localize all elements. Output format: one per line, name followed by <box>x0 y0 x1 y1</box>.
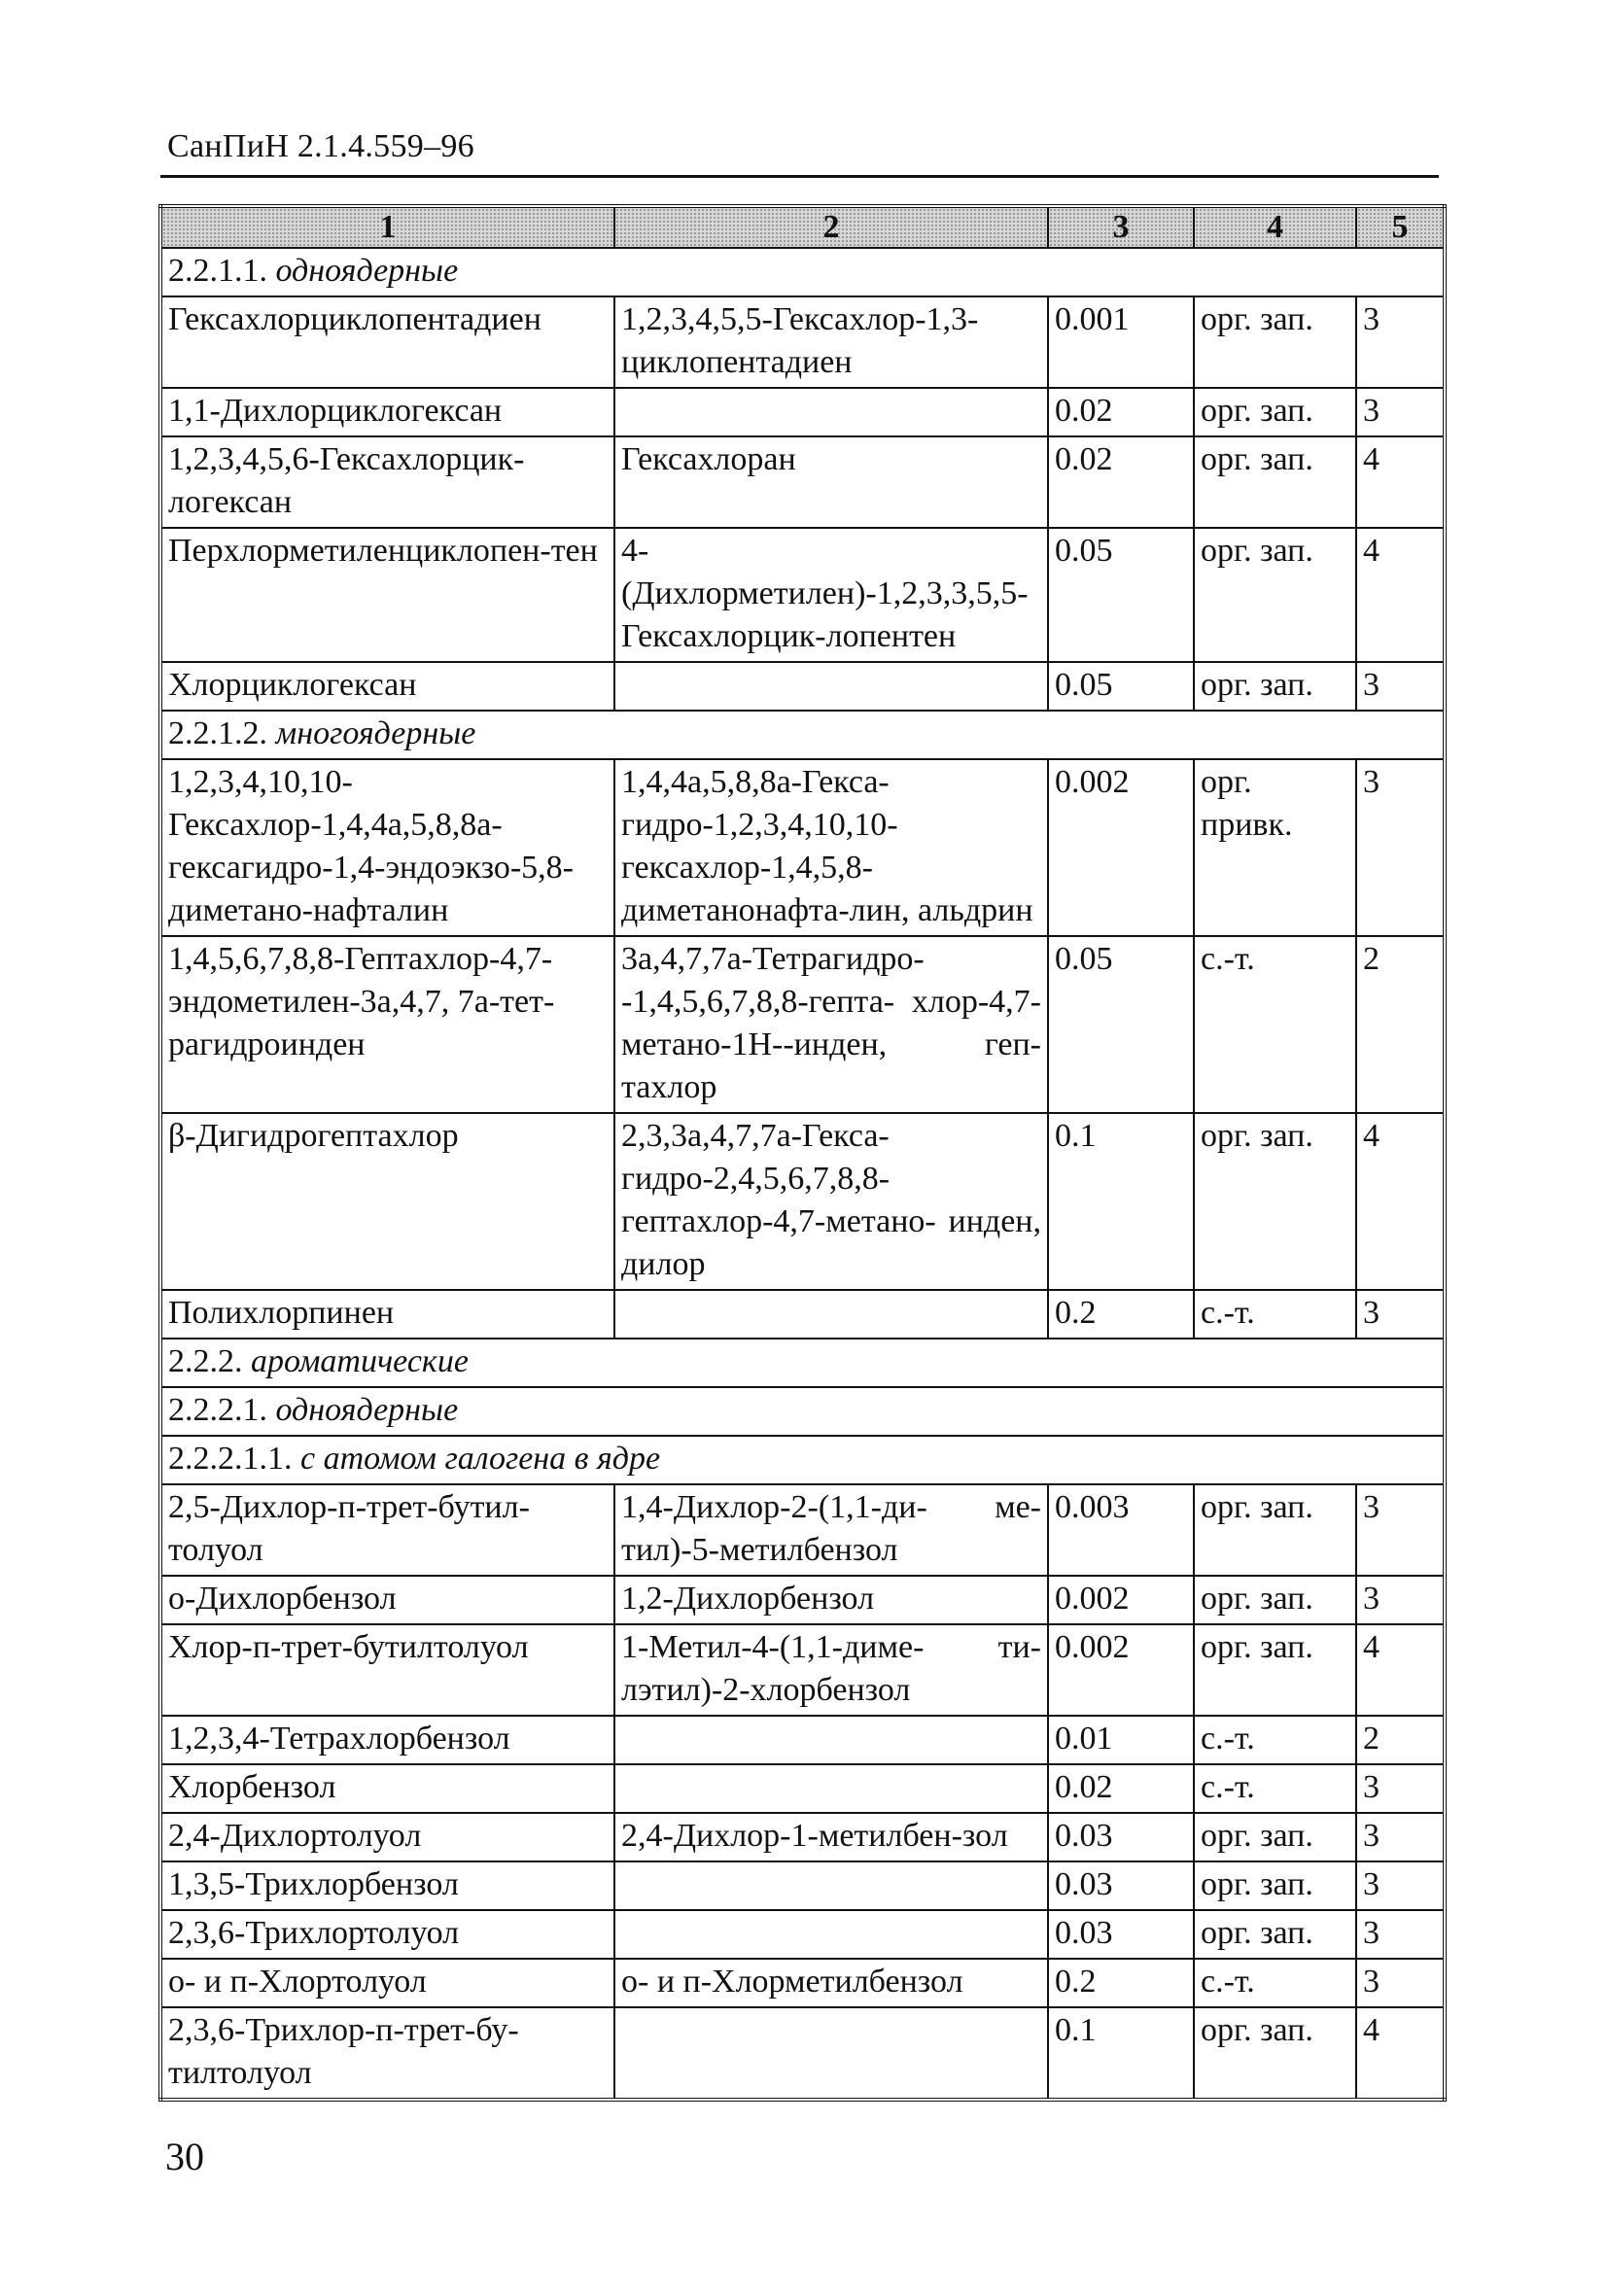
hazard-class-cell: 3 <box>1356 759 1445 936</box>
section-row <box>160 1436 1445 1484</box>
substance-name-cell: Хлорбензол <box>160 1764 614 1813</box>
document-header: СанПиН 2.1.4.559–96 <box>167 128 474 164</box>
section-heading <box>160 1387 1445 1436</box>
substance-name-cell: о- и п-Хлортолуол <box>160 1959 614 2007</box>
substances-table <box>158 204 1447 2102</box>
harm-indicator-cell: с.-т. <box>1194 936 1356 1113</box>
concentration-value-cell: 0.003 <box>1048 1484 1194 1576</box>
hazard-class-cell: 2 <box>1356 1716 1445 1764</box>
section-heading <box>160 248 1445 296</box>
table-row <box>160 1813 1445 1861</box>
hazard-class-cell: 2 <box>1356 936 1445 1113</box>
substance-name-cell: 1,2,3,4-Тетрахлорбензол <box>160 1716 614 1764</box>
concentration-value-cell: 0.2 <box>1048 1959 1194 2007</box>
harm-indicator-cell: орг. зап. <box>1194 528 1356 662</box>
table-row <box>160 662 1445 711</box>
section-number: 2.2.1.1. <box>168 253 267 289</box>
substance-name-cell: Хлорциклогексан <box>160 662 614 711</box>
concentration-value-cell: 0.05 <box>1048 528 1194 662</box>
table-row <box>160 296 1445 388</box>
harm-indicator-cell: орг. зап. <box>1194 436 1356 528</box>
section-number: 2.2.2.1.1. <box>168 1441 293 1477</box>
harm-indicator-cell: орг. зап. <box>1194 1813 1356 1861</box>
hazard-class-cell: 3 <box>1356 1861 1445 1910</box>
harm-indicator-cell: с.-т. <box>1194 1959 1356 2007</box>
concentration-value-cell: 0.002 <box>1048 1576 1194 1624</box>
concentration-value-cell: 0.03 <box>1048 1910 1194 1959</box>
section-label: с атомом галогена в ядре <box>300 1441 661 1477</box>
substance-name-cell: 2,5-Дихлор-п-трет-бутил-толуол <box>160 1484 614 1576</box>
table-row <box>160 1624 1445 1716</box>
section-number: 2.2.2.1. <box>168 1392 267 1428</box>
section-number: 2.2.2. <box>168 1343 243 1379</box>
chemical-synonym-cell: 4-(Дихлорметилен)-1,2,3,3,5,5-Гексахлорцик-лопентен <box>614 528 1048 662</box>
substance-name-cell: 1,2,3,4,5,6-Гексахлорцик-логексан <box>160 436 614 528</box>
substance-name-cell: 2,3,6-Трихлортолуол <box>160 1910 614 1959</box>
table-row <box>160 1484 1445 1576</box>
column-header: 3 <box>1048 206 1194 248</box>
chemical-synonym-cell: Гексахлоран <box>614 436 1048 528</box>
section-row <box>160 1387 1445 1436</box>
hazard-class-cell: 4 <box>1356 2007 1445 2100</box>
chemical-synonym-cell <box>614 1910 1048 1959</box>
column-header: 4 <box>1194 206 1356 248</box>
table-row <box>160 1861 1445 1910</box>
substance-name-cell: 1,1-Дихлорциклогексан <box>160 388 614 436</box>
chemical-synonym-cell: 1,2,3,4,5,5-Гексахлор-1,3-циклопентадиен <box>614 296 1048 388</box>
section-heading <box>160 1339 1445 1387</box>
table-row <box>160 1576 1445 1624</box>
page-number: 30 <box>165 2135 204 2178</box>
hazard-class-cell: 3 <box>1356 1484 1445 1576</box>
table-row <box>160 1113 1445 1290</box>
harm-indicator-cell: орг. зап. <box>1194 296 1356 388</box>
table-row <box>160 1959 1445 2007</box>
column-header: 2 <box>614 206 1048 248</box>
chemical-synonym-cell: о- и п-Хлорметилбензол <box>614 1959 1048 2007</box>
concentration-value-cell: 0.01 <box>1048 1716 1194 1764</box>
harm-indicator-cell: с.-т. <box>1194 1716 1356 1764</box>
section-label: ароматические <box>251 1343 469 1379</box>
concentration-value-cell: 0.05 <box>1048 936 1194 1113</box>
concentration-value-cell: 0.02 <box>1048 1764 1194 1813</box>
hazard-class-cell: 4 <box>1356 1624 1445 1716</box>
hazard-class-cell: 3 <box>1356 1813 1445 1861</box>
table-row <box>160 2007 1445 2100</box>
chemical-synonym-cell <box>614 1764 1048 1813</box>
harm-indicator-cell: орг. зап. <box>1194 1861 1356 1910</box>
concentration-value-cell: 0.1 <box>1048 1113 1194 1290</box>
section-heading <box>160 1436 1445 1484</box>
chemical-synonym-cell <box>614 662 1048 711</box>
table-row <box>160 1764 1445 1813</box>
substance-name-cell: Полихлорпинен <box>160 1290 614 1339</box>
harm-indicator-cell: с.-т. <box>1194 1290 1356 1339</box>
hazard-class-cell: 4 <box>1356 528 1445 662</box>
chemical-synonym-cell <box>614 1716 1048 1764</box>
concentration-value-cell: 0.05 <box>1048 662 1194 711</box>
hazard-class-cell: 3 <box>1356 1959 1445 2007</box>
column-header: 1 <box>160 206 614 248</box>
harm-indicator-cell: орг. зап. <box>1194 2007 1356 2100</box>
table-row <box>160 936 1445 1113</box>
concentration-value-cell: 0.02 <box>1048 436 1194 528</box>
substance-name-cell: Хлор-п-трет-бутилтолуол <box>160 1624 614 1716</box>
column-header-row <box>160 206 1445 248</box>
concentration-value-cell: 0.1 <box>1048 2007 1194 2100</box>
table-row <box>160 388 1445 436</box>
substance-name-cell: Перхлорметиленциклопен-тен <box>160 528 614 662</box>
table-row <box>160 436 1445 528</box>
hazard-class-cell: 3 <box>1356 296 1445 388</box>
concentration-value-cell: 0.03 <box>1048 1813 1194 1861</box>
chemical-synonym-cell <box>614 388 1048 436</box>
column-header: 5 <box>1356 206 1445 248</box>
section-row <box>160 1339 1445 1387</box>
harm-indicator-cell: орг. зап. <box>1194 388 1356 436</box>
substance-name-cell: 2,4-Дихлортолуол <box>160 1813 614 1861</box>
hazard-class-cell: 3 <box>1356 662 1445 711</box>
harm-indicator-cell: орг. зап. <box>1194 1624 1356 1716</box>
hazard-class-cell: 3 <box>1356 1910 1445 1959</box>
section-row <box>160 711 1445 759</box>
harm-indicator-cell: с.-т. <box>1194 1764 1356 1813</box>
hazard-class-cell: 4 <box>1356 1113 1445 1290</box>
chemical-synonym-cell: 2,3,3а,4,7,7а-Гекса- гидро-2,4,5,6,7,8,8- гептахлор-4,7-метано- инден, дилор <box>614 1113 1048 1290</box>
header-rule <box>160 175 1439 178</box>
harm-indicator-cell: орг. зап. <box>1194 1484 1356 1576</box>
chemical-synonym-cell: 1-Метил-4-(1,1-диме- ти-лэтил)-2-хлорбензол <box>614 1624 1048 1716</box>
table-row <box>160 528 1445 662</box>
section-row <box>160 248 1445 296</box>
section-number: 2.2.1.2. <box>168 715 267 751</box>
hazard-class-cell: 3 <box>1356 1764 1445 1813</box>
chemical-synonym-cell: 3а,4,7,7а-Тетрагидро- -1,4,5,6,7,8,8-гепта- хлор-4,7-метано-1Н--инден, геп-тахлор <box>614 936 1048 1113</box>
chemical-synonym-cell: 1,2-Дихлорбензол <box>614 1576 1048 1624</box>
harm-indicator-cell: орг. зап. <box>1194 662 1356 711</box>
harm-indicator-cell: орг. зап. <box>1194 1113 1356 1290</box>
chemical-synonym-cell <box>614 1861 1048 1910</box>
hazard-class-cell: 3 <box>1356 388 1445 436</box>
chemical-synonym-cell: 1,4,4а,5,8,8а-Гекса- гидро-1,2,3,4,10,10-гексахлор-1,4,5,8-диметанонафта-лин, альдрин <box>614 759 1048 936</box>
table-row <box>160 1290 1445 1339</box>
section-label: одноядерные <box>275 253 459 289</box>
concentration-value-cell: 0.02 <box>1048 388 1194 436</box>
substance-name-cell: β-Дигидрогептахлор <box>160 1113 614 1290</box>
substance-name-cell: 1,4,5,6,7,8,8-Гептахлор-4,7-эндометилен-3а,4,7, 7а-тет-рагидроинден <box>160 936 614 1113</box>
table-row <box>160 1910 1445 1959</box>
hazard-class-cell: 3 <box>1356 1290 1445 1339</box>
concentration-value-cell: 0.001 <box>1048 296 1194 388</box>
substance-name-cell: 2,3,6-Трихлор-п-трет-бу-тилтолуол <box>160 2007 614 2100</box>
chemical-synonym-cell: 1,4-Дихлор-2-(1,1-ди- ме-тил)-5-метилбензол <box>614 1484 1048 1576</box>
harm-indicator-cell: орг. привк. <box>1194 759 1356 936</box>
substance-name-cell: 1,3,5-Трихлорбензол <box>160 1861 614 1910</box>
section-label: одноядерные <box>275 1392 459 1428</box>
chemical-synonym-cell <box>614 2007 1048 2100</box>
hazard-class-cell: 3 <box>1356 1576 1445 1624</box>
harm-indicator-cell: орг. зап. <box>1194 1576 1356 1624</box>
section-heading <box>160 711 1445 759</box>
substance-name-cell: Гексахлорциклопентадиен <box>160 296 614 388</box>
concentration-value-cell: 0.002 <box>1048 759 1194 936</box>
chemical-synonym-cell: 2,4-Дихлор-1-метилбен-зол <box>614 1813 1048 1861</box>
table-row <box>160 759 1445 936</box>
harm-indicator-cell: орг. зап. <box>1194 1910 1356 1959</box>
concentration-value-cell: 0.03 <box>1048 1861 1194 1910</box>
hazard-class-cell: 4 <box>1356 436 1445 528</box>
substance-name-cell: 1,2,3,4,10,10-Гексахлор-1,4,4а,5,8,8а-гексагидро-1,4-эндоэкзо-5,8-диметано-нафталин <box>160 759 614 936</box>
section-label: многоядерные <box>275 715 476 751</box>
concentration-value-cell: 0.002 <box>1048 1624 1194 1716</box>
substance-name-cell: о-Дихлорбензол <box>160 1576 614 1624</box>
concentration-value-cell: 0.2 <box>1048 1290 1194 1339</box>
table-row <box>160 1716 1445 1764</box>
chemical-synonym-cell <box>614 1290 1048 1339</box>
